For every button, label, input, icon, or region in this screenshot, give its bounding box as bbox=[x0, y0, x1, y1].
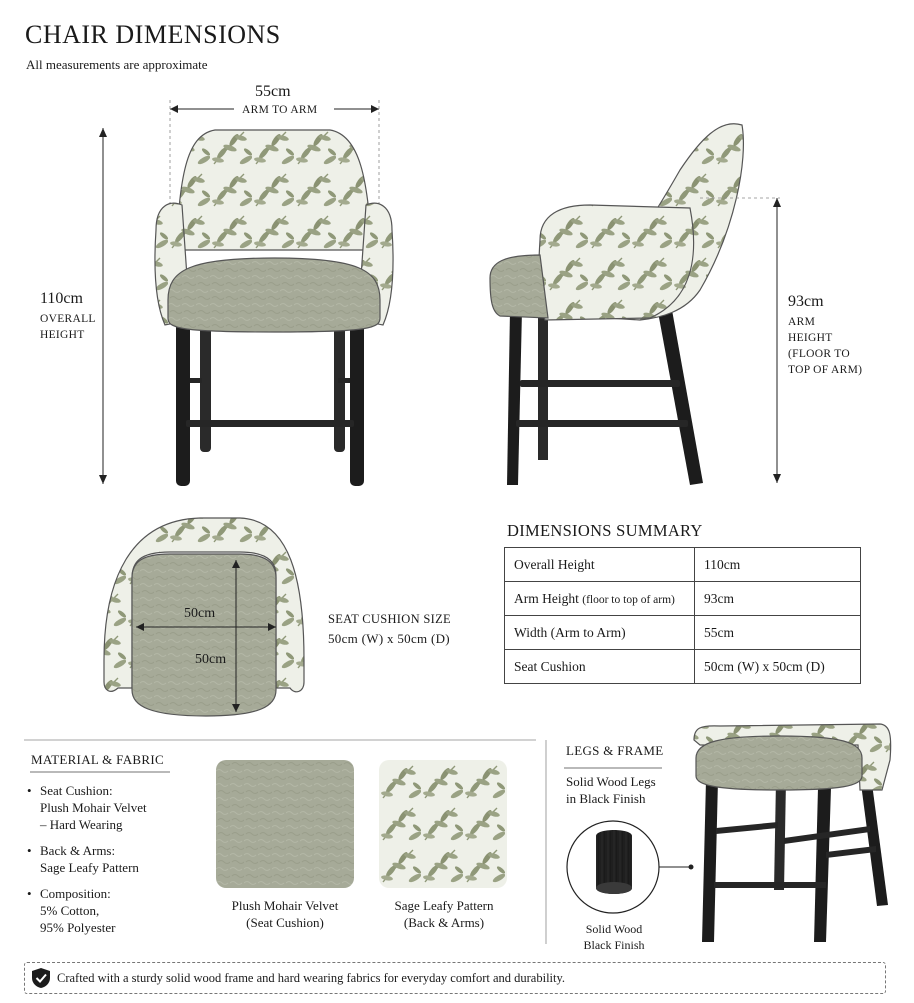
material-item-line: • Seat Cushion: bbox=[40, 783, 113, 798]
material-item-line: 5% Cotton, bbox=[40, 903, 100, 918]
page-title: CHAIR DIMENSIONS bbox=[25, 20, 281, 49]
top-depth-value: 50cm bbox=[195, 652, 227, 667]
material-item-line: – Hard Wearing bbox=[40, 817, 123, 832]
swatch-caption-line: Sage Leafy Pattern bbox=[394, 898, 494, 913]
summary-key-text: Seat Cushion bbox=[514, 658, 586, 674]
front-width-label: ARM TO ARM bbox=[242, 104, 318, 116]
summary-title: DIMENSIONS SUMMARY bbox=[507, 521, 703, 540]
page-subtitle: All measurements are approximate bbox=[26, 57, 208, 72]
summary-value: 50cm (W) x 50cm (D) bbox=[695, 650, 861, 684]
leg-detail-caption-line: Solid Wood bbox=[585, 922, 643, 936]
material-item-line: • Composition: bbox=[40, 886, 111, 901]
summary-key-text: Arm Height bbox=[514, 590, 579, 606]
cushion-size-title: SEAT CUSHION SIZE bbox=[328, 612, 451, 626]
side-arm-label-4: TOP OF ARM) bbox=[788, 364, 863, 376]
top-width-value: 50cm bbox=[184, 606, 216, 621]
front-width-value: 55cm bbox=[255, 83, 291, 100]
swatch-caption-line: (Back & Arms) bbox=[403, 915, 485, 930]
front-height-value: 110cm bbox=[40, 290, 83, 307]
footer-text: Crafted with a sturdy solid wood frame and hard wearing fabrics for everyday comfort and durability. bbox=[57, 971, 566, 985]
shield-icon bbox=[31, 967, 51, 989]
cushion-size-value: 50cm (W) x 50cm (D) bbox=[328, 631, 450, 646]
material-item-line: 95% Polyester bbox=[40, 920, 116, 935]
material-item-line: Plush Mohair Velvet bbox=[40, 800, 147, 815]
material-item-line: Sage Leafy Pattern bbox=[40, 860, 139, 875]
leg-detail-caption-line: Black Finish bbox=[583, 938, 645, 952]
summary-key-note: (floor to top of arm) bbox=[582, 593, 675, 606]
summary-value: 55cm bbox=[695, 616, 861, 650]
summary-key-text: Width (Arm to Arm) bbox=[514, 624, 626, 640]
side-arm-label-2: HEIGHT bbox=[788, 332, 833, 344]
legs-description-line: in Black Finish bbox=[566, 791, 646, 806]
material-item-line: • Back & Arms: bbox=[40, 843, 116, 858]
side-arm-value: 93cm bbox=[788, 293, 824, 310]
legs-title: LEGS & FRAME bbox=[566, 743, 664, 758]
summary-value: 93cm bbox=[695, 582, 861, 616]
material-title: MATERIAL & FABRIC bbox=[31, 752, 164, 767]
front-height-label-1: OVERALL bbox=[40, 313, 96, 325]
side-arm-label-3: (FLOOR TO bbox=[788, 348, 851, 360]
front-height-label-2: HEIGHT bbox=[40, 329, 85, 341]
summary-key-text: Overall Height bbox=[514, 556, 595, 572]
side-arm-label-1: ARM bbox=[788, 316, 816, 328]
swatch-caption-line: Plush Mohair Velvet bbox=[231, 898, 339, 913]
legs-description-line: Solid Wood Legs bbox=[566, 774, 656, 789]
summary-value: 110cm bbox=[695, 548, 861, 582]
swatch-caption-line: (Seat Cushion) bbox=[246, 915, 324, 930]
